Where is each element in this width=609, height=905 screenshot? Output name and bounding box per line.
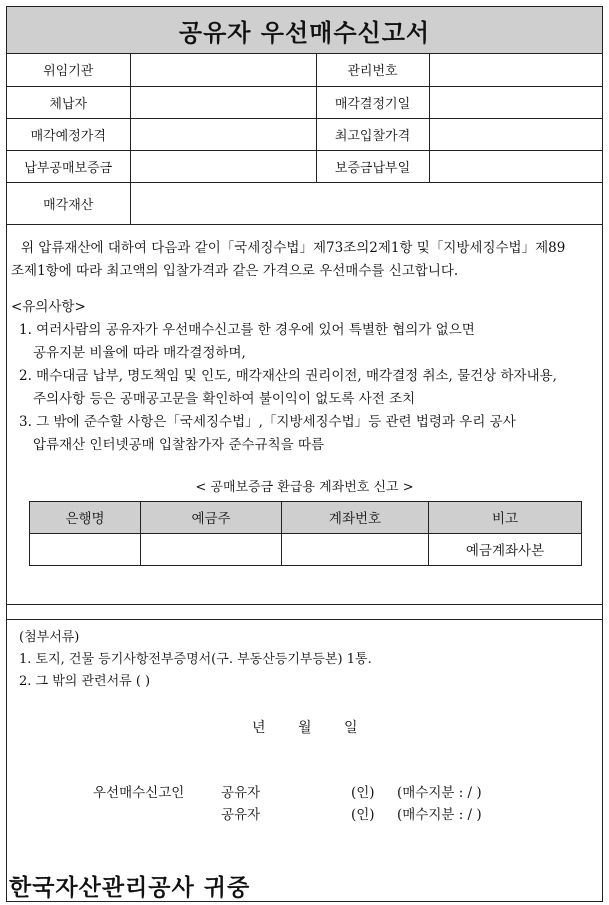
holder-field[interactable] [141, 533, 282, 565]
info-row [7, 54, 602, 86]
remarks-cell: 예금계좌사본 [429, 533, 582, 565]
bank-name-field[interactable] [30, 533, 141, 565]
attachments [19, 627, 372, 693]
delegate-label: 위임기관 [7, 54, 130, 86]
share-ratio: (매수지분 : / ) [397, 785, 482, 801]
account-title: < 공매보증금 환급용 계좌번호 신고 > [195, 479, 414, 495]
info-row [7, 150, 602, 182]
signature-row [93, 782, 482, 804]
bank-name-header: 은행명 [30, 501, 141, 533]
deposit-field[interactable] [130, 150, 316, 182]
sale-decision-date-label: 매각결정기일 [316, 86, 429, 118]
remarks-header: 비고 [429, 501, 582, 533]
delegate-field[interactable] [130, 54, 316, 86]
note-item-2: 2. 매수대금 납부, 명도책임 및 인도, 매각재산의 권리이전, 매각결정 취소, 물건상 하자내용, [19, 367, 557, 384]
recipient-footer: 한국자산관리공사 귀중 [9, 875, 251, 901]
applicant-label: 우선매수신고인 [93, 785, 185, 801]
deposit-date-field[interactable] [429, 150, 602, 182]
mgmt-no-label: 관리번호 [316, 54, 429, 86]
body-paragraph [11, 225, 598, 283]
co-owner-label: 공유자 [221, 785, 261, 801]
share-ratio: (매수지분 : / ) [397, 807, 482, 823]
note-item-3-cont: 압류재산 인터넷공매 입찰참가자 준수규칙을 따름 [33, 436, 325, 453]
mgmt-no-field[interactable] [429, 54, 602, 86]
highest-bid-label: 최고입찰가격 [316, 118, 429, 150]
date-line: 년 월 일 [252, 720, 359, 736]
attachments-heading: (첨부서류) [19, 630, 80, 645]
form-title: 공유자 우선매수신고서 [7, 7, 602, 54]
deposit-date-label: 보증금납부일 [316, 150, 429, 182]
info-row [7, 86, 602, 118]
note-item-3: 3. 그 밖에 준수할 사항은「국세징수법」,「지방세징수법」등 관련 법령과 우리 공사 [19, 413, 516, 430]
seal-mark: (인) [351, 807, 375, 823]
debtor-label: 체납자 [7, 86, 130, 118]
debtor-field[interactable] [130, 86, 316, 118]
note-item-1: 1. 여러사람의 공유자가 우선매수신고를 한 경우에 있어 특별한 협의가 없으면 [19, 321, 475, 338]
note-item-1-cont: 공유지분 비율에 따라 매각결정하며, [33, 344, 246, 361]
account-no-header: 계좌번호 [282, 501, 429, 533]
property-field[interactable] [130, 182, 602, 224]
info-row [7, 182, 602, 224]
expected-price-field[interactable] [130, 118, 316, 150]
divider-line [7, 619, 602, 620]
info-row [7, 118, 602, 150]
deposit-label: 납부공매보증금 [7, 150, 130, 182]
notice-section [7, 225, 602, 457]
notes-heading: <유의사항> [11, 298, 86, 315]
attachment-item-1: 1. 토지, 건물 등기사항전부증명서(구. 부동산등기부등본) 1통. [19, 652, 372, 667]
account-no-field[interactable] [282, 533, 429, 565]
attachment-item-2: 2. 그 밖의 관련서류 ( ) [19, 674, 151, 689]
info-table [7, 54, 602, 225]
form-box [6, 6, 603, 902]
body-line-2: 조제1항에 따라 최고액의 입찰가격과 같은 가격으로 우선매수를 신고합니다. [11, 262, 459, 279]
sale-decision-date-field[interactable] [429, 86, 602, 118]
signature-row [93, 804, 482, 826]
co-owner-label: 공유자 [221, 807, 261, 823]
account-table [29, 501, 582, 566]
account-header-row [30, 501, 582, 533]
body-line-1: 위 압류재산에 대하여 다음과 같이「국세징수법」제73조의2제1항 및「지방세징수법」제89 [21, 239, 566, 256]
highest-bid-field[interactable] [429, 118, 602, 150]
divider-line [7, 604, 602, 605]
expected-price-label: 매각예정가격 [7, 118, 130, 150]
account-row [30, 533, 582, 565]
holder-header: 예금주 [141, 501, 282, 533]
note-item-2-cont: 주의사항 등은 공매공고문을 확인하여 불이익이 없도록 사전 조치 [33, 390, 416, 407]
signature-block [93, 782, 482, 826]
seal-mark: (인) [351, 785, 375, 801]
property-label: 매각재산 [7, 182, 130, 224]
